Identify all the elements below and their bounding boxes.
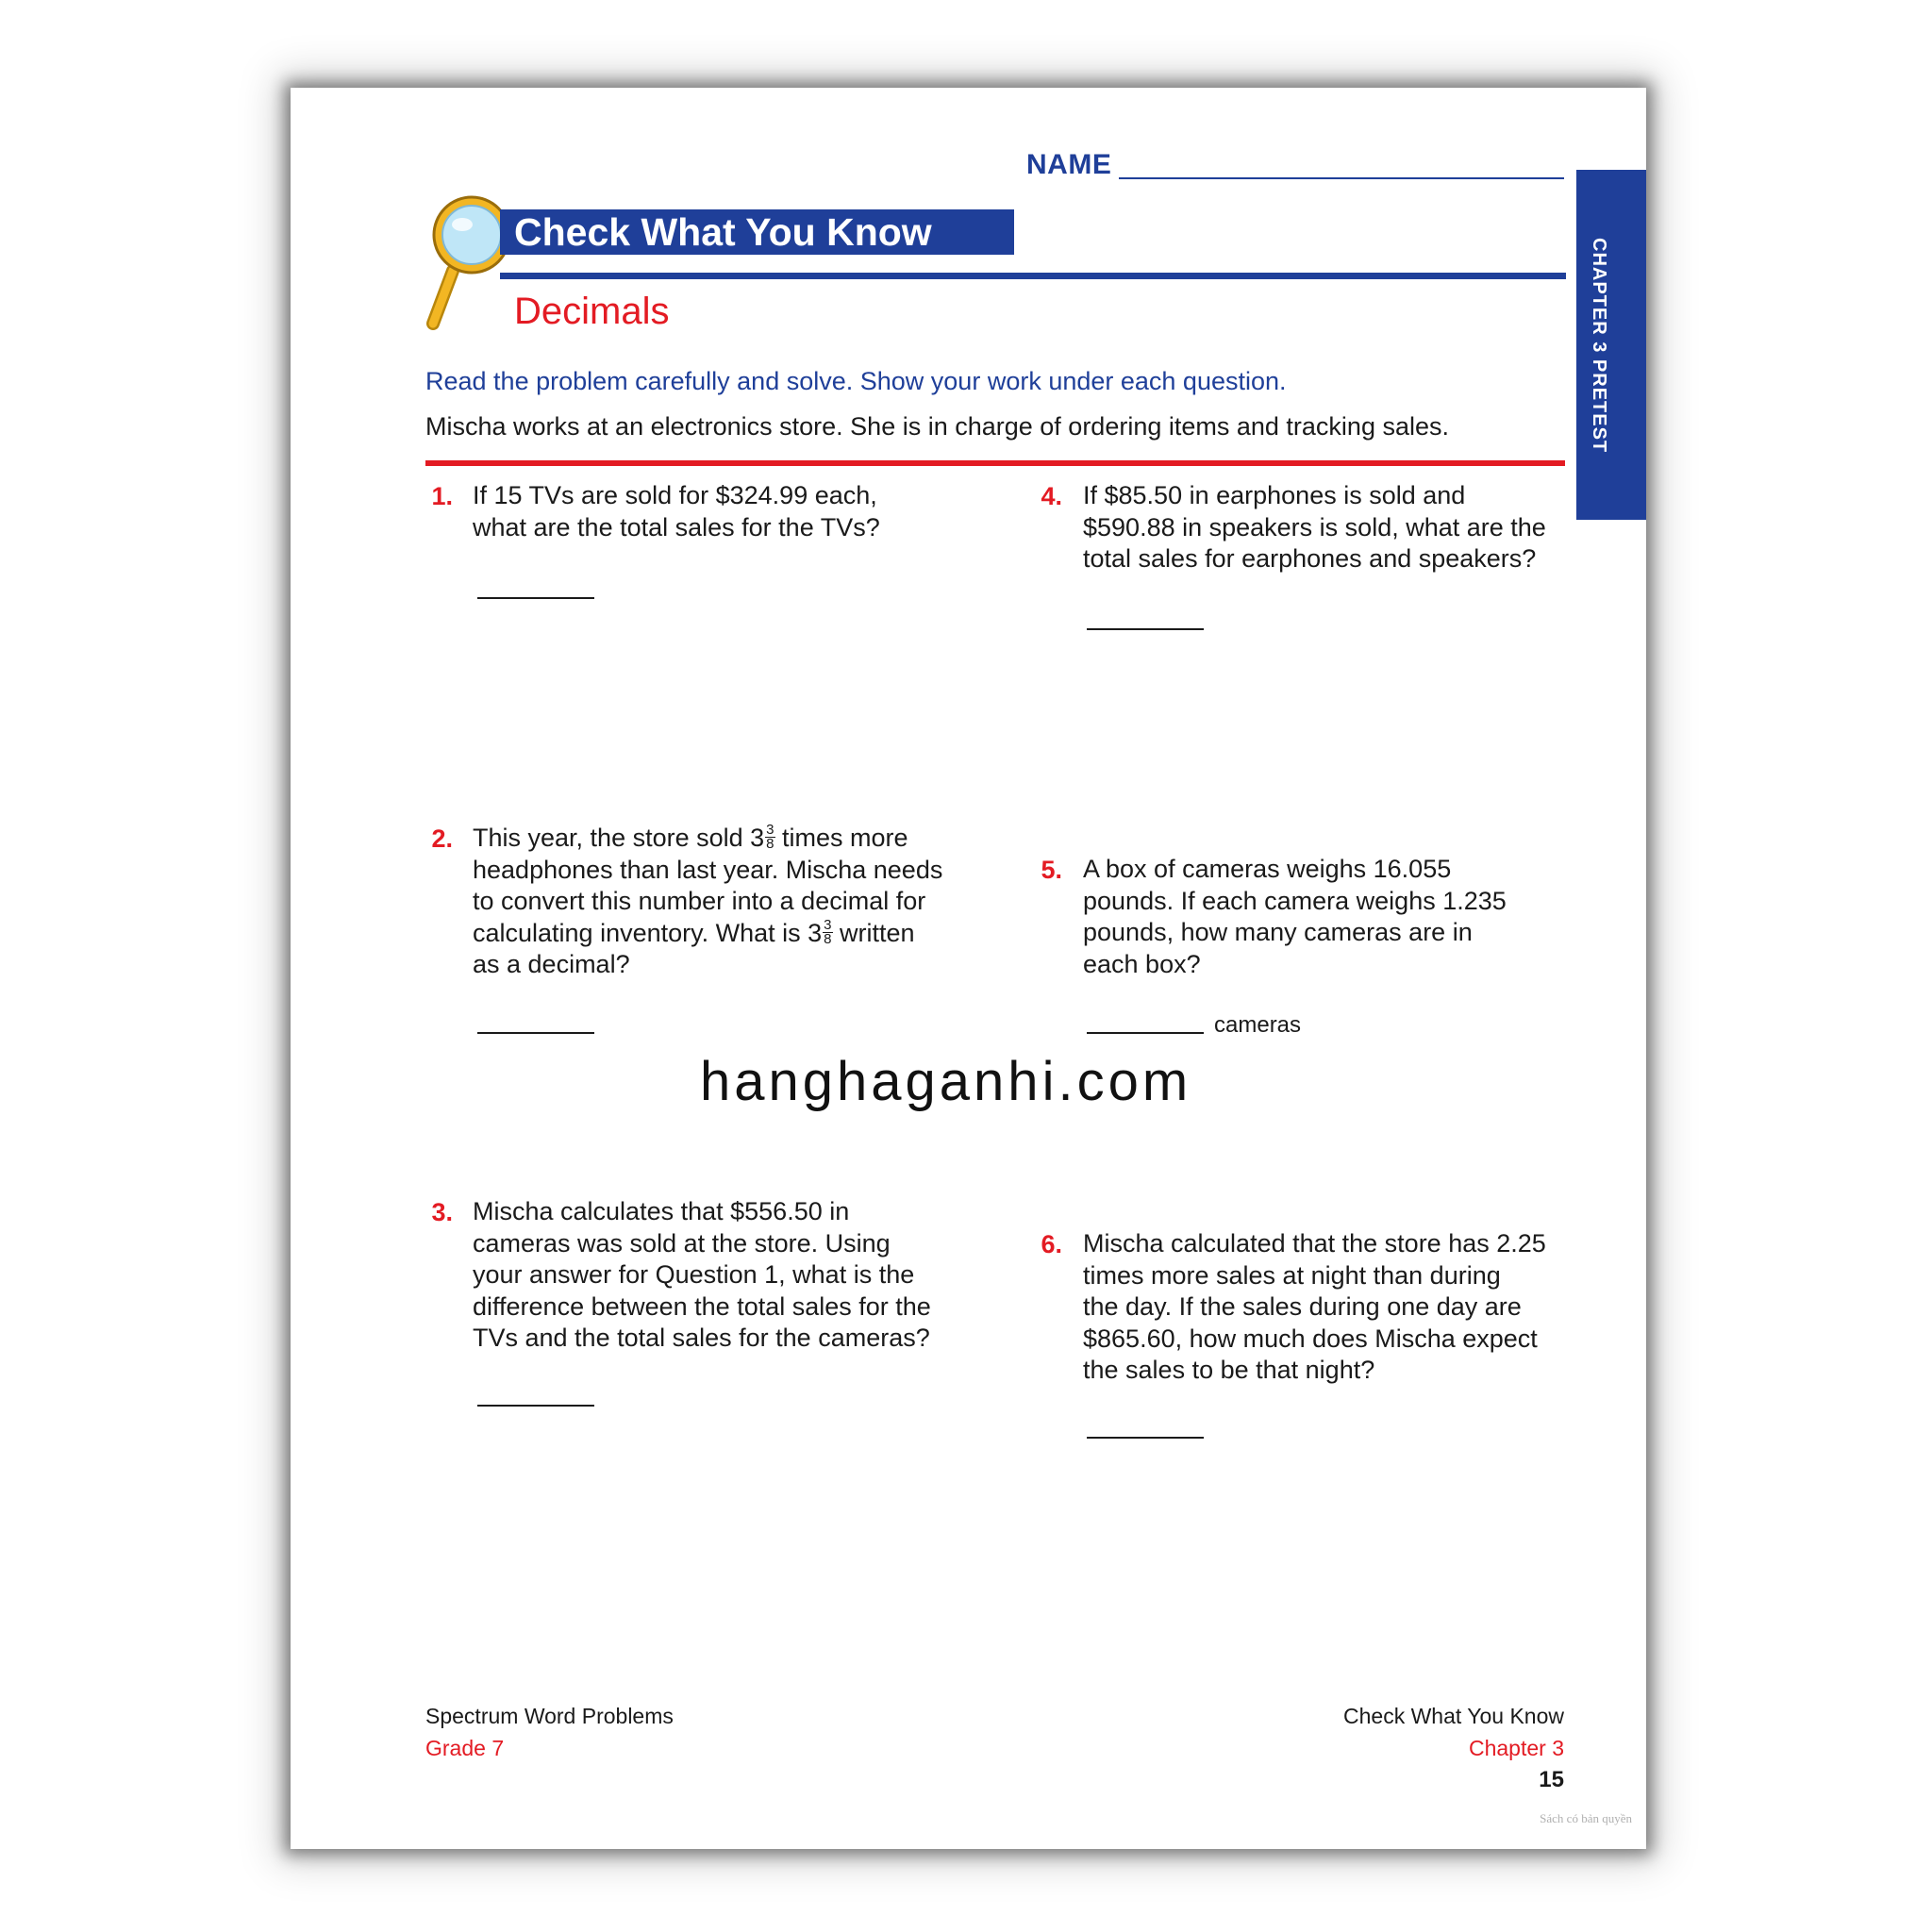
section-divider bbox=[425, 460, 1565, 466]
copyright-note: Sách có bản quyền bbox=[1540, 1811, 1632, 1825]
footer-grade: Grade 7 bbox=[425, 1736, 505, 1760]
page-title: Check What You Know bbox=[514, 210, 932, 254]
page-number: 15 bbox=[1539, 1767, 1564, 1792]
question-3-text: Mischa calculates that $556.50 in cameras was sold at the store. Using your answer for Question 1, what is the difference between the total sales for the TVs and the total sales for the cameras? bbox=[473, 1197, 931, 1352]
question-number: 1. bbox=[431, 482, 453, 510]
title-banner bbox=[500, 209, 1014, 255]
answer-line[interactable] bbox=[1087, 1032, 1204, 1034]
footer-section: Check What You Know bbox=[1343, 1704, 1564, 1728]
question-1-text: If 15 TVs are sold for $324.99 each, what are the total sales for the TVs? bbox=[473, 481, 880, 541]
fraction: $\frac{3}{8}$ bbox=[824, 916, 832, 947]
question-number: 6. bbox=[1041, 1230, 1062, 1258]
question-number: 5. bbox=[1041, 856, 1062, 884]
question-4-text: If $85.50 in earphones is sold and $590.88 in speakers is sold, what are the total sales for earphones and speakers? bbox=[1083, 481, 1546, 573]
answer-line[interactable] bbox=[477, 1032, 594, 1034]
watermark: hanghaganhi.com bbox=[700, 1051, 1192, 1112]
answer-line[interactable] bbox=[1087, 1437, 1204, 1439]
question-number: 4. bbox=[1041, 482, 1062, 510]
question-number: 3. bbox=[431, 1198, 453, 1226]
name-field-line[interactable] bbox=[1119, 177, 1564, 179]
scenario-text: Mischa works at an electronics store. She is in charge of ordering items and tracking sales. bbox=[425, 412, 1449, 441]
instructions: Read the problem carefully and solve. Show your work under each question. bbox=[425, 367, 1287, 395]
title-rule bbox=[500, 273, 1566, 279]
page-subtitle: Decimals bbox=[514, 291, 670, 332]
footer-chapter: Chapter 3 bbox=[1468, 1736, 1564, 1760]
answer-unit: cameras bbox=[1214, 1012, 1302, 1038]
question-6-text: Mischa calculated that the store has 2.25 times more sales at night than during the day. If the sales during one day are $865.60, how much does Mischa expect the sales to be that night? bbox=[1083, 1229, 1546, 1384]
answer-line[interactable] bbox=[477, 597, 594, 599]
answer-line[interactable] bbox=[477, 1405, 594, 1407]
answer-line[interactable] bbox=[1087, 628, 1204, 630]
question-number: 2. bbox=[431, 824, 453, 853]
question-5-text: A box of cameras weighs 16.055 pounds. If each camera weighs 1.235 pounds, how many cameras are in each box? bbox=[1083, 855, 1507, 978]
chapter-side-tab bbox=[1576, 170, 1646, 520]
side-tab-label: CHAPTER 3 PRETEST bbox=[1589, 238, 1609, 454]
footer-book-title: Spectrum Word Problems bbox=[425, 1704, 674, 1728]
name-label: NAME bbox=[1026, 149, 1112, 180]
fraction: $\frac{3}{8}$ bbox=[766, 822, 774, 853]
question-2-text: This year, the store sold 3 $\frac{3}{8}$ times more headphones than last year. Mischa needs to convert this number into a decimal for calculating inventory. What is 3 $\frac{3}{8}$ written as a decimal? bbox=[473, 822, 943, 978]
